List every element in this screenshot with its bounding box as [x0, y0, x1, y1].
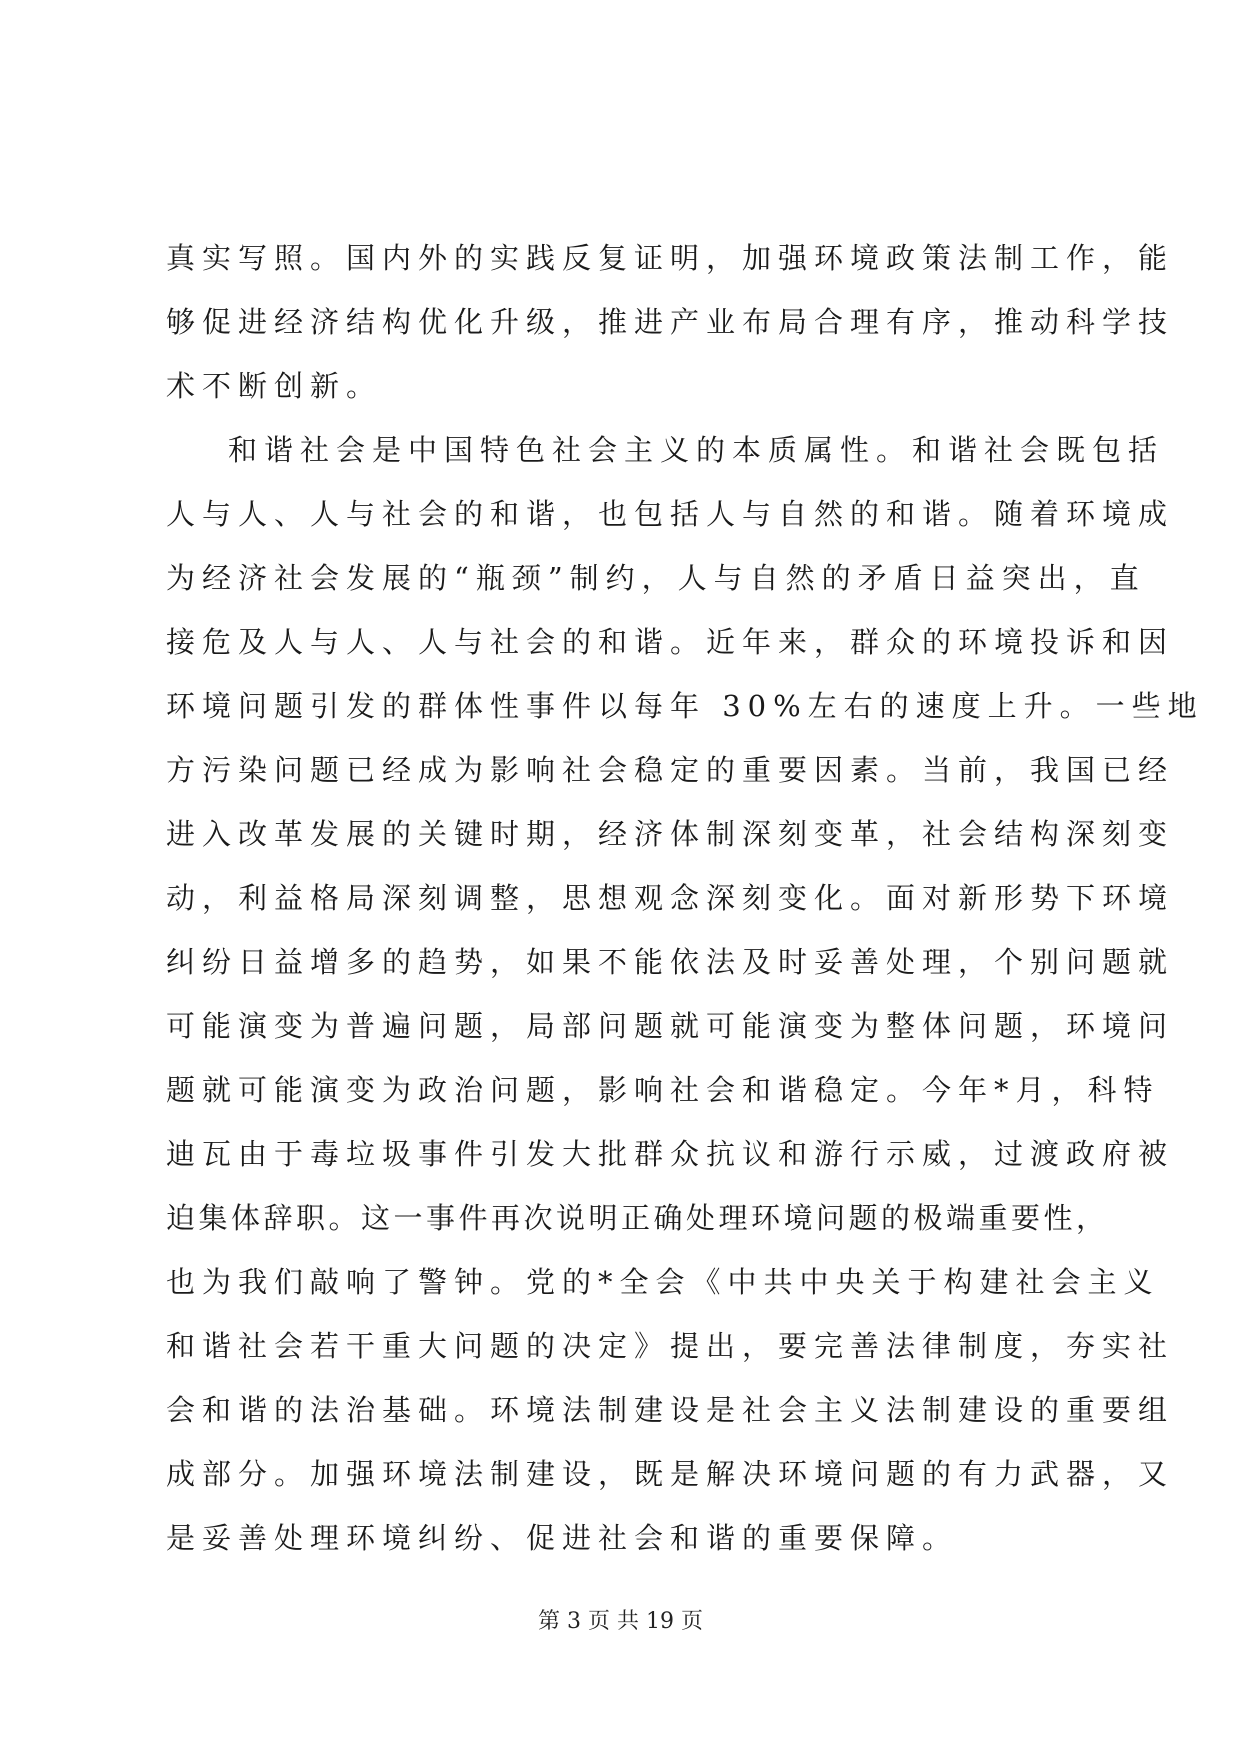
text-line: 为经济社会发展的“瓶颈”制约，人与自然的矛盾日益突出，直 — [166, 561, 1146, 595]
text-line: 环境问题引发的群体性事件以每年 30%左右的速度上升。一些地 — [166, 689, 1204, 723]
text-line: 会和谐的法治基础。环境法制建设是社会主义法制建设的重要组 — [166, 1393, 1175, 1427]
text-line: 可能演变为普遍问题，局部问题就可能演变为整体问题，环境问 — [166, 1009, 1175, 1043]
text-line: 人与人、人与社会的和谐，也包括人与自然的和谐。随着环境成 — [166, 497, 1175, 531]
page-number-footer: 第 3 页 共 19 页 — [538, 1609, 703, 1634]
text-line: 动，利益格局深刻调整，思想观念深刻变化。面对新形势下环境 — [166, 881, 1175, 915]
text-line: 题就可能演变为政治问题，影响社会和谐稳定。今年*月，科特 — [166, 1073, 1160, 1107]
text-line: 方污染问题已经成为影响社会稳定的重要因素。当前，我国已经 — [166, 753, 1175, 787]
body-text — [166, 226, 1204, 1570]
text-line: 和谐社会若干重大问题的决定》提出，要完善法律制度，夯实社 — [166, 1329, 1175, 1363]
text-line: 进入改革发展的关键时期，经济体制深刻变革，社会结构深刻变 — [166, 817, 1175, 851]
paragraph-start-line: 和谐社会是中国特色社会主义的本质属性。和谐社会既包括 — [228, 433, 1165, 467]
text-line: 是妥善处理环境纠纷、促进社会和谐的重要保障。 — [166, 1521, 959, 1555]
text-line: 真实写照。国内外的实践反复证明，加强环境政策法制工作，能 — [166, 241, 1175, 275]
text-line: 纠纷日益增多的趋势，如果不能依法及时妥善处理，个别问题就 — [166, 945, 1175, 979]
text-line: 成部分。加强环境法制建设，既是解决环境问题的有力武器，又 — [166, 1457, 1175, 1491]
text-line: 迪瓦由于毒垃圾事件引发大批群众抗议和游行示威，过渡政府被 — [166, 1137, 1175, 1171]
text-line: 够促进经济结构优化升级，推进产业布局合理有序，推动科学技 — [166, 305, 1175, 339]
text-line: 接危及人与人、人与社会的和谐。近年来，群众的环境投诉和因 — [166, 625, 1175, 659]
text-line: 术不断创新。 — [166, 369, 383, 403]
text-line: 迫集体辞职。这一事件再次说明正确处理环境问题的极端重要性， — [166, 1201, 1109, 1235]
text-line: 也为我们敲响了警钟。党的*全会《中共中央关于构建社会主义 — [166, 1265, 1160, 1299]
